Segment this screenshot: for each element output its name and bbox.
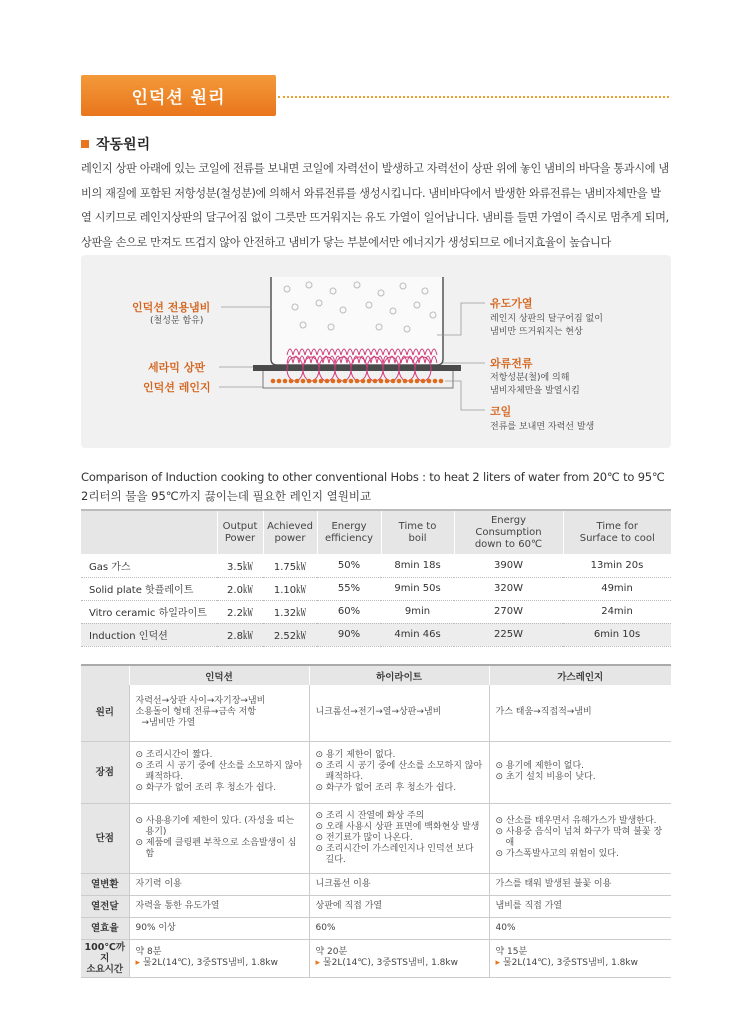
table-row <box>81 600 671 623</box>
row-header: 원리 <box>81 685 129 741</box>
table-cell: 가스를 태워 발생된 불꽃 이용 <box>489 873 671 895</box>
table-cell: 2.52㎾ <box>263 623 317 646</box>
table-cell: 4min 46s <box>381 623 454 646</box>
table-cell: Vitro ceramic 하일라이트 <box>81 600 217 623</box>
table-cell: 니크롬선→전기→열→상판→냄비 <box>309 685 489 741</box>
ceramic-plate <box>253 365 461 371</box>
square-bullet-icon <box>81 140 89 148</box>
table-cell: Induction 인덕션 <box>81 623 217 646</box>
induction-illustration <box>81 255 671 448</box>
section-heading <box>81 134 150 154</box>
table-cell: 320W <box>454 577 563 600</box>
table-cell: 자력을 통한 유도가열 <box>129 895 309 917</box>
col-header-efficiency: Energy efficiency <box>317 510 381 554</box>
table-row-principle <box>81 685 671 741</box>
table-cell: 3.5㎾ <box>217 554 263 577</box>
coil-sub: 전류를 보내면 자력선 발생 <box>490 422 595 432</box>
table-cell: 390W <box>454 554 563 577</box>
table-cell: 자력선→상판 사이→자기장→냄비 소용돌이 형태 전류→금속 저항 →냄비만 가열 <box>129 685 309 741</box>
title-banner <box>81 75 276 116</box>
table-cell: ⊙ 사용용기에 제한이 있다. (자성을 띠는 용기) ⊙ 제품에 클링펜 부착으로 소음발생이 심함 <box>129 803 309 873</box>
table-cell: 60% <box>309 917 489 939</box>
row-header: 장점 <box>81 741 129 803</box>
coil-dots <box>271 379 444 384</box>
table-row-cons <box>81 803 671 873</box>
table-corner <box>81 665 129 685</box>
comparison-title-ko: 2리터의 물을 95℃까지 끓이는데 필요한 레인지 열원비교 <box>81 489 372 503</box>
table-cell: ⊙ 용기 제한이 없다. ⊙ 조리 시 공기 중에 산소를 소모하지 않아 쾌적하다. ⊙ 화구가 없어 조리 후 청소가 쉽다. <box>309 741 489 803</box>
table-cell: 자기력 이용 <box>129 873 309 895</box>
col-header-highlight: 하이라이트 <box>309 665 489 685</box>
col-header-cool: Time for Surface to cool <box>563 510 671 554</box>
table-cell: 약 15분 ▸ 물2L(14℃), 3중STS냄비, 1.8kw <box>489 939 671 977</box>
triangle-icon: ▸ <box>315 958 321 968</box>
col-header-induction: 인덕션 <box>129 665 309 685</box>
table-cell: 1.10㎾ <box>263 577 317 600</box>
table-cell: 270W <box>454 600 563 623</box>
col-header-achieved: Achieved power <box>263 510 317 554</box>
col-header-consumption: Energy Consumption down to 60℃ <box>454 510 563 554</box>
row-header: 열효율 <box>81 917 129 939</box>
range-feature-table <box>81 664 671 978</box>
table-cell: 8min 18s <box>381 554 454 577</box>
table-row-pros <box>81 741 671 803</box>
coil-label: 코일 <box>490 405 512 418</box>
table-cell: 2.0㎾ <box>217 577 263 600</box>
pot-outline <box>271 277 443 365</box>
table-cell: 1.32㎾ <box>263 600 317 623</box>
table-cell: 225W <box>454 623 563 646</box>
eddy-current-sub2: 냄비자체만을 발열시킴 <box>490 386 580 396</box>
table-row-heat-transfer <box>81 895 671 917</box>
principle-paragraph: 레인지 상판 아래에 있는 코일에 전류를 보내면 코일에 자력선이 발생하고 자력선이 상판 위에 놓인 냄비의 바닥을 통과시에 냄비의 재질에 포함된 저항성분(철성분)에 의해서 와류전류를 생성시킵니다. 냄비바닥에서 발생한 와류전류는 냄비자체만을 발열 시키므로 레인지상판의 달구어짐 없이 그릇만 뜨거워지는 유도 가열이 일어납니다. 냄비를 들면 가열이 즉시로 멈추게 되며, 상판을 손으로 만져도 뜨겁지 않아 안전하고 냄비가 닿는 부분에서만 에너지가 생성되므로 에너지효율이 높습니다 <box>81 162 669 249</box>
induction-range-label: 인덕션 레인지 <box>143 381 211 394</box>
table-cell: 9min 50s <box>381 577 454 600</box>
table-cell: Gas 가스 <box>81 554 217 577</box>
col-header-boil: Time to boil <box>381 510 454 554</box>
table-cell: 50% <box>317 554 381 577</box>
eddy-current-sub1: 저항성분(철)에 의해 <box>490 373 570 383</box>
table-cell: 13min 20s <box>563 554 671 577</box>
pot-sublabel: (철성분 함유) <box>150 316 204 326</box>
table-row-time <box>81 939 671 977</box>
table-row-efficiency <box>81 917 671 939</box>
induction-heating-sub1: 레인지 상판의 달구어짐 없이 <box>490 314 603 324</box>
col-header-output: Output Power <box>217 510 263 554</box>
table-cell: ⊙ 용기에 제한이 없다. ⊙ 초기 설치 비용이 낮다. <box>489 741 671 803</box>
row-header: 열전달 <box>81 895 129 917</box>
table-cell: 24min <box>563 600 671 623</box>
row-header: 단점 <box>81 803 129 873</box>
pot-label: 인덕션 전용냄비 <box>132 301 211 314</box>
table-cell: 2.8㎾ <box>217 623 263 646</box>
table-cell: 약 8분 ▸ 물2L(14℃), 3중STS냄비, 1.8kw <box>129 939 309 977</box>
table-cell: Solid plate 핫플레이트 <box>81 577 217 600</box>
table-header-row <box>81 510 671 554</box>
induction-heating-label: 유도가열 <box>490 297 533 310</box>
page-title: 인덕션 원리 <box>131 88 226 108</box>
table-cell: 49min <box>563 577 671 600</box>
table-cell: 가스 태움→직접적→냄비 <box>489 685 671 741</box>
row-header: 열변환 <box>81 873 129 895</box>
table-cell: ⊙ 산소를 태우면서 유해가스가 발생한다. ⊙ 사용중 음식이 넘쳐 화구가 막혀 불꽃 장애 ⊙ 가스폭발사고의 위험이 있다. <box>489 803 671 873</box>
table-cell: 90% 이상 <box>129 917 309 939</box>
table-cell: ⊙ 조리시간이 짧다. ⊙ 조리 시 공기 중에 산소를 소모하지 않아 쾌적하다. ⊙ 화구가 없어 조리 후 청소가 쉽다. <box>129 741 309 803</box>
ceramic-plate-label: 세라믹 상판 <box>148 361 205 374</box>
table-cell: 1.75㎾ <box>263 554 317 577</box>
table-cell: 니크롬선 이용 <box>309 873 489 895</box>
table-cell: 냄비를 직접 가열 <box>489 895 671 917</box>
section-title: 작동원리 <box>96 137 151 153</box>
table-cell: 상판에 직접 가열 <box>309 895 489 917</box>
hob-comparison-table <box>81 509 671 647</box>
table-header-row <box>81 665 671 685</box>
table-cell: 9min <box>381 600 454 623</box>
table-cell: 약 20분 ▸ 물2L(14℃), 3중STS냄비, 1.8kw <box>309 939 489 977</box>
triangle-icon: ▸ <box>135 958 141 968</box>
row-header: 100℃까지 소요시간 <box>81 939 129 977</box>
table-cell: 2.2㎾ <box>217 600 263 623</box>
induction-diagram <box>81 255 671 448</box>
table-cell: 6min 10s <box>563 623 671 646</box>
table-row-induction <box>81 623 671 646</box>
table-cell: 60% <box>317 600 381 623</box>
comparison-title-en: Comparison of Induction cooking to other conventional Hobs : to heat 2 liters of water from 20℃ to 95℃ <box>81 470 665 484</box>
induction-heating-sub2: 냄비만 뜨거워지는 현상 <box>490 327 583 337</box>
table-cell: 40% <box>489 917 671 939</box>
eddy-current-label: 와류전류 <box>490 357 533 370</box>
title-dotted-rule <box>278 96 669 98</box>
table-cell: 90% <box>317 623 381 646</box>
table-corner <box>81 510 217 554</box>
triangle-icon: ▸ <box>495 958 501 968</box>
table-row <box>81 554 671 577</box>
table-cell: ⊙ 조리 시 잔열에 화상 주의 ⊙ 오래 사용시 상판 표면에 백화현상 발생 ⊙ 전기료가 많이 나온다. ⊙ 조리시간이 가스레인지나 인덕션 보다 길다. <box>309 803 489 873</box>
table-row-heat-source <box>81 873 671 895</box>
col-header-gas: 가스레인지 <box>489 665 671 685</box>
table-row <box>81 577 671 600</box>
table-cell: 55% <box>317 577 381 600</box>
